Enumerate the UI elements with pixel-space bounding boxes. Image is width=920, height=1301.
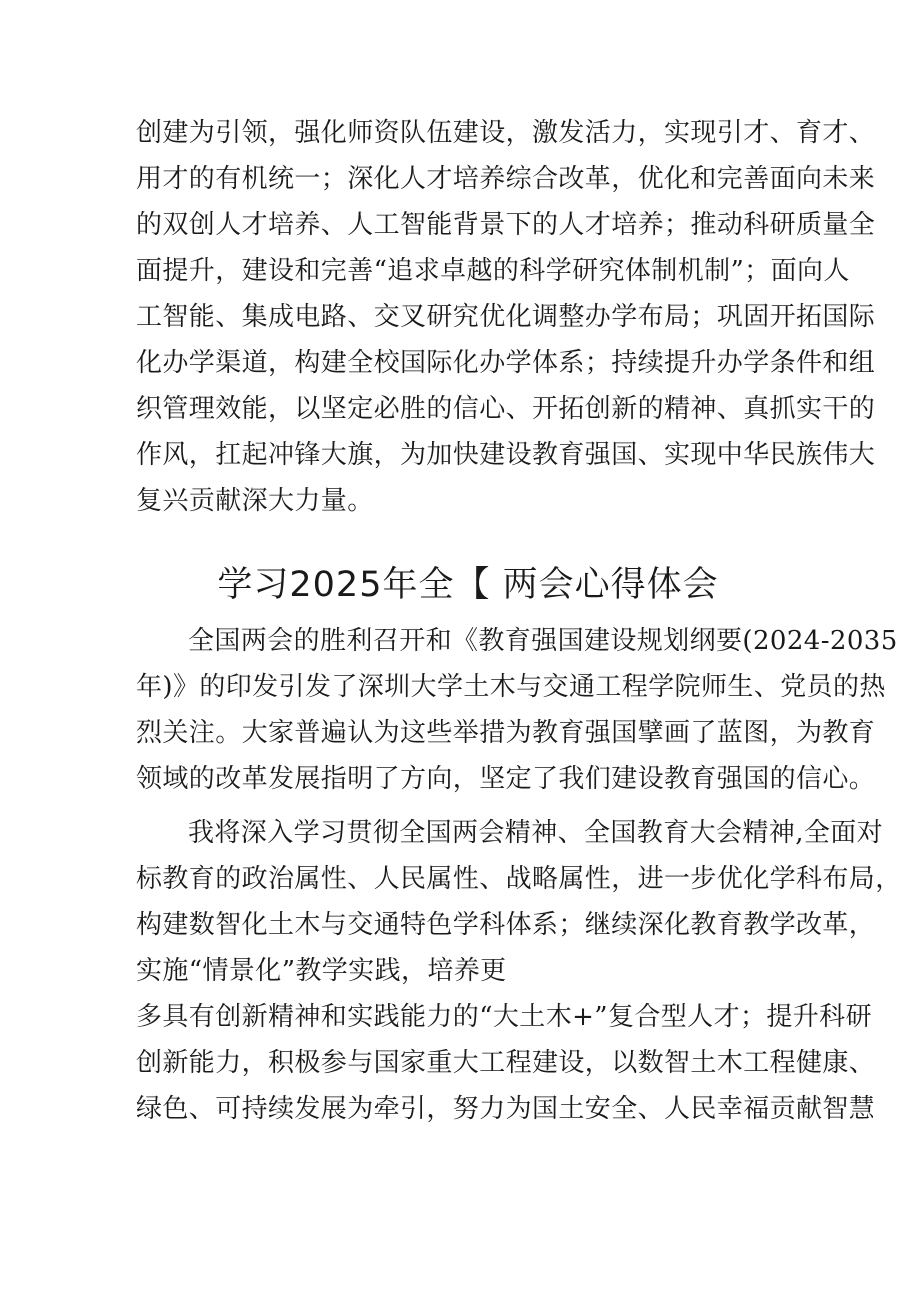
document-page — [136, 110, 902, 1132]
text-line: 作风，扛起冲锋大旗，为加快建设教育强国、实现中华民族伟大 — [136, 440, 876, 470]
text-line: 实施“情景化”教学实践，培养更 — [136, 956, 507, 986]
text-line: 的双创人才培养、人工智能背景下的人才培养；推动科研质量全 — [136, 210, 876, 240]
text-line: 绿色、可持续发展为牵引，努力为国土安全、人民幸福贡献智慧 — [136, 1094, 876, 1124]
text-line: 工智能、集成电路、交叉研究优化调整办学布局；巩固开拓国际 — [136, 302, 876, 332]
text-line: 用才的有机统一；深化人才培养综合改革，优化和完善面向未来 — [136, 164, 876, 194]
text-line: 织管理效能，以坚定必胜的信心、开拓创新的精神、真抓实干的 — [136, 394, 876, 424]
text-line: 我将深入学习贯彻全国两会精神、全国教育大会精神,全面对 — [188, 818, 884, 848]
text-line: 复兴贡献深大力量。 — [136, 486, 374, 516]
paragraph-1 — [136, 618, 898, 802]
intro-paragraph — [136, 110, 876, 524]
text-line: 创新能力，积极参与国家重大工程建设，以数智土木工程健康、 — [136, 1048, 876, 1078]
text-line: 烈关注。大家普遍认为这些举措为教育强国擘画了蓝图，为教育 — [136, 718, 876, 748]
text-line: 创建为引领，强化师资队伍建设，激发活力，实现引才、育才、 — [136, 118, 876, 148]
text-line: 年)》的印发引发了深圳大学土木与交通工程学院师生、党员的热 — [136, 672, 886, 702]
spacer — [136, 802, 796, 810]
spacer — [136, 608, 796, 618]
text-line: 化办学渠道，构建全校国际化办学体系；持续提升办学条件和组 — [136, 348, 876, 378]
spacer — [136, 524, 796, 562]
text-line: 领域的改革发展指明了方向，坚定了我们建设教育强国的信心。 — [136, 764, 876, 794]
text-line: 标教育的政治属性、人民属性、战略属性，进一步优化学科布局， — [136, 864, 902, 894]
section-title: 学习2025年全【 两会心得体会 — [217, 565, 719, 605]
text-line: 面提升，建设和完善“追求卓越的科学研究体制机制”；面向人 — [136, 256, 850, 286]
text-line: 多具有创新精神和实践能力的“大土木+”复合型人才；提升科研 — [136, 1002, 872, 1032]
text-line: 全国两会的胜利召开和《教育强国建设规划纲要(2024-2035 — [188, 626, 898, 656]
text-line: 构建数智化土木与交通特色学科体系；继续深化教育教学改革， — [136, 910, 876, 940]
paragraph-2 — [136, 810, 902, 1132]
